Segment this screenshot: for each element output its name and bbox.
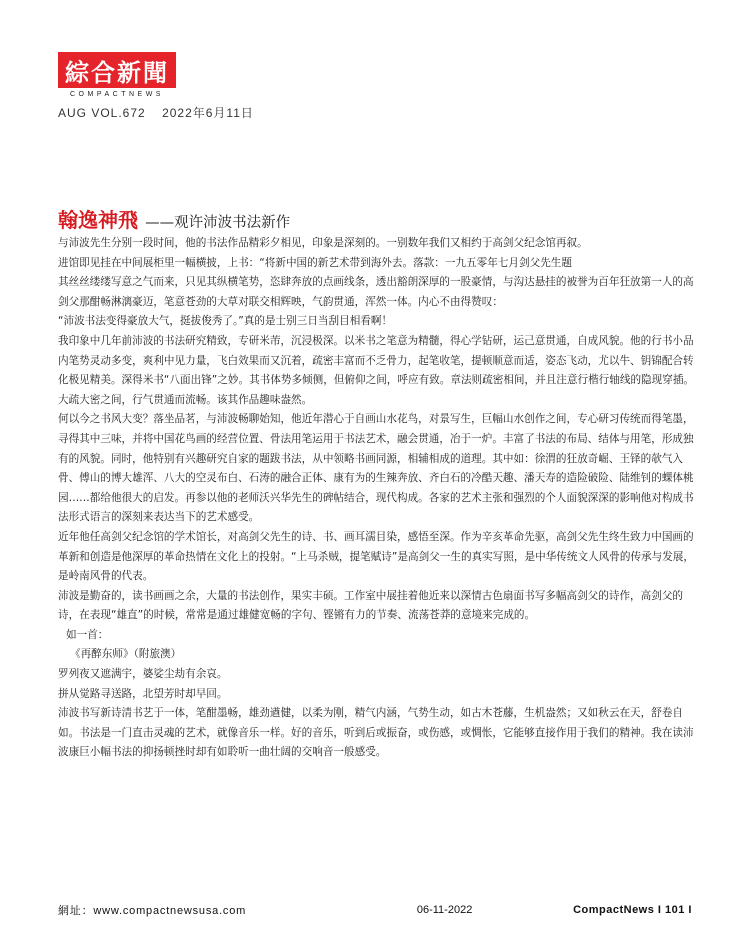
poem-line: 拼从觉路寻送路，北望芳时却早回。 — [58, 687, 228, 700]
paragraph: 我印象中几年前沛波的书法研究精致，专研米芾，沉浸极深。以米书之笔意为精髓，得心学钻研，运己意贯通，自成风貌。他的行书小品内笔势灵动多变，爽利中见力量，飞白效果而又沉着，疏密丰富而不乏骨力，起笔收笔，提顿顺意而适，姿态飞动，尤以牛、钥锦配合转化极见精美。深得米书“八面出锋”之妙。其书体势多倾侧，但俯仰之间，呼应有致。章法则疏密相间，并且注意行楷行轴线的隐现穿插。大疏大密之间，行气贯通而流畅。该其作品趣味盎然。 — [58, 334, 695, 406]
headline-subtitle: ——观许沛波书法新作 — [145, 215, 291, 231]
headline-title: 翰逸神飛 — [58, 208, 138, 232]
paragraph: “沛波书法变得豪放大气，挺拔俊秀了。”真的是士别三日当刮目相看啊！ — [58, 315, 393, 328]
poem-line: 罗列夜又遮满宇，婆娑尘劫有余哀。 — [58, 668, 228, 681]
paragraph: 如一首： — [66, 628, 109, 641]
footer-website: 網址：www.compactnewsusa.com — [58, 905, 247, 917]
paragraph: 进馆即见挂在中间展柜里一幅横披，上书：“将新中国的新艺术带到海外去。落款：一九五零年七月剑父先生题 — [58, 256, 572, 269]
paragraph: 何以今之书风大变？落坐品茗，与沛波畅聊始知，他近年潜心于自画山水花鸟，对景写生，巨幅山水创作之间，专心研习传统而得笔墨，寻得其中三味，并将中国花鸟画的经营位置、骨法用笔运用于书法艺术，融会贯通，冶于一炉。丰富了书法的布局、结体与用笔，形成独有的风貌。同时，他特别有兴趣研究自家的题跋书法，从中领略书画同源，相辅相成的道理。其中如：徐渭的狂放奇崛、王铎的欹气入骨、傅山的博大雄浑、八大的空灵布白、石涛的融合正体、康有为的生辣奔放、齐白石的冷酷天趣、潘天寿的造险破险、陆维钊的蜾体桃园……都给他很大的启发。再参以他的老师沃兴华先生的碑帖结合，现代构成。各家的艺术主张和强烈的个人面貌深深的影响他对构成书法形式语言的深刻来表达当下的艺术感受。 — [58, 413, 694, 524]
article-headline — [58, 204, 290, 233]
page-footer — [58, 902, 692, 918]
paragraph: 近年他任高剑父纪念馆的学术馆长，对高剑父先生的诗、书、画耳濡目染，感悟至深。作为辛亥革命先驱，高剑父先生终生致力中国画的革新和创造是他深厚的革命热情在文化上的投射。“上马杀贼，提笔赋诗”是高剑父一生的真实写照，是中华传统文人风骨的传承与发展，是岭南风骨的代表。 — [58, 530, 695, 583]
paragraph: 沛波是勤奋的，读书画画之余，大量的书法创作，果实丰硕。工作室中展挂着他近来以深情古色扇面书写多幅高剑父的诗作，高剑父的诗，在表现“雄直”的时候，常常是通过雄健宽畅的字句、铿锵有力的节奏、流荡苍莽的意境来完成的。 — [58, 589, 684, 622]
masthead-logo-subtitle: COMPACTNEWS — [70, 91, 164, 98]
issue-number: AUG VOL.672 — [58, 106, 146, 120]
issue-date: 2022年6月11日 — [162, 106, 254, 120]
article-body — [58, 234, 698, 763]
footer-date: 06-11-2022 — [416, 904, 473, 916]
masthead-logo: 綜合新聞 — [58, 52, 176, 88]
poem-title: 《再醉东师》（附旅澳） — [70, 648, 182, 661]
paragraph: 与沛波先生分别一段时间，他的书法作品精彩夕相见，印象是深刻的。一别数年我们又相约于高剑父纪念馆再叙。 — [58, 237, 588, 249]
paragraph: 其丝丝缕缕写意之气而来，只见其纵横笔势，恣肆奔放的点画线条，透出豁朗深厚的一股豪情，与沟达悬挂的被誉为百年狂放第一人的高剑父那酣畅淋漓豪迈，笔意苍劲的大草对联交相辉映，气韵贯通，浑然一体。内心不由得赞叹： — [58, 276, 694, 308]
footer-page-number: CompactNews I 101 I — [573, 904, 692, 916]
issue-line — [58, 104, 254, 121]
closing-paragraph: 沛波书写新诗清书艺于一体，笔酣墨畅，雄劲遒健，以柔为刚，精气内涵，气势生动，如古木苍藤，生机盎然；又如秋云在天，舒卷自如。书法是一门直击灵魂的艺术，就像音乐一样。好的音乐，听到后或振奋，或伤感，或惆怅，它能够直接作用于我们的精神。我在读沛波康巨小幅书法的抑扬顿挫时却有如聆听一曲壮阔的交响音一般感受。 — [58, 707, 694, 759]
